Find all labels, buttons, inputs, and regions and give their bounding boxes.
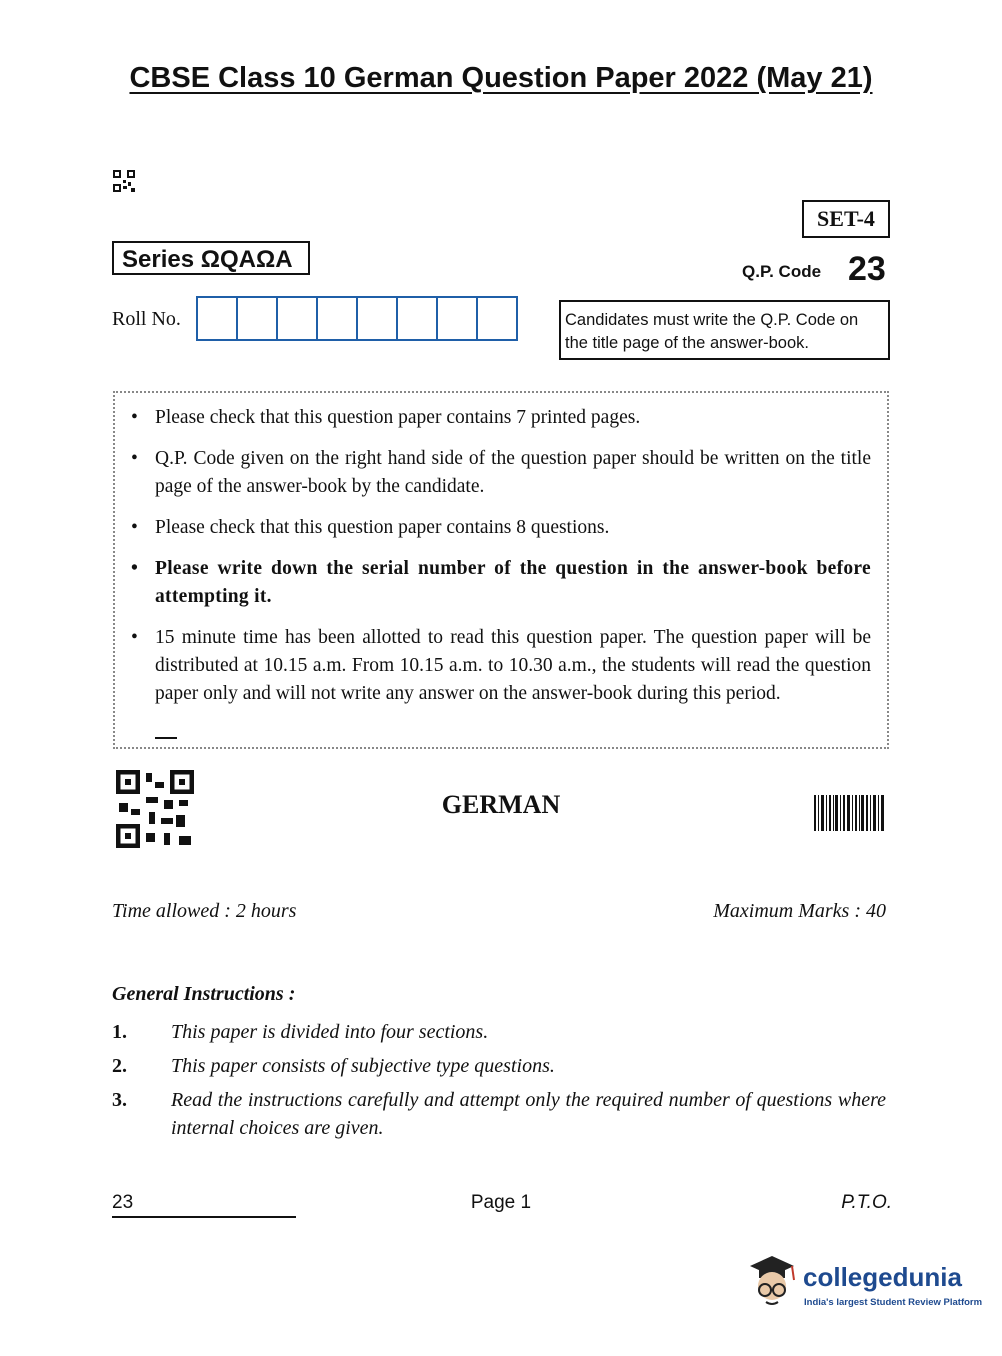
instruction-item: • Please check that this question paper contains 8 questions. xyxy=(131,514,871,542)
item-number: 1. xyxy=(112,1021,127,1043)
brand-name: collegedunia xyxy=(803,1262,962,1292)
roll-digit-box xyxy=(438,298,478,339)
time-allowed: Time allowed : 2 hours xyxy=(112,900,297,922)
document-title: CBSE Class 10 German Question Paper 2022 (May 21) xyxy=(129,62,873,94)
qp-code-label: Q.P. Code xyxy=(742,262,822,281)
instruction-item: • 15 minute time has been allotted to read this question paper. The question paper will be distributed at 10.15 a.m. From 10.15 a.m. to 10.30 a.m., the students will read the question paper only and will not write any answer on the answer-book during this period. xyxy=(131,624,871,708)
general-instruction-item xyxy=(112,1086,886,1142)
instruction-item: • Please write down the serial number of the question in the answer-book before attempting it. xyxy=(131,555,871,611)
page-number: Page 1 xyxy=(470,1192,532,1213)
item-text: This paper consists of subjective type questions. xyxy=(171,1055,555,1077)
item-number: 2. xyxy=(112,1055,127,1077)
candidate-note: Candidates must write the Q.P. Code on the title page of the answer-book. xyxy=(559,300,890,360)
roll-number-label: Roll No. xyxy=(112,308,181,330)
collegedunia-logo-icon xyxy=(742,1250,802,1310)
general-instructions-title: General Instructions : xyxy=(112,983,296,1005)
general-instruction-item xyxy=(112,1018,886,1046)
roll-number-boxes xyxy=(196,296,518,341)
small-qr-code-icon xyxy=(113,170,135,192)
footer-divider xyxy=(112,1216,296,1218)
brand-tagline: India's largest Student Review Platform xyxy=(804,1297,983,1308)
roll-digit-box xyxy=(398,298,438,339)
divider xyxy=(155,737,177,739)
maximum-marks: Maximum Marks : 40 xyxy=(713,900,886,922)
barcode-icon xyxy=(814,795,884,831)
instruction-item: • Q.P. Code given on the right hand side of the question paper should be written on the title page of the answer-book by the candidate. xyxy=(131,445,871,501)
instruction-item: • Please check that this question paper contains 7 printed pages. xyxy=(131,404,871,432)
roll-digit-box xyxy=(238,298,278,339)
footer-code: 23 xyxy=(112,1192,134,1213)
set-label: SET-4 xyxy=(802,200,890,238)
subject-title: GERMAN xyxy=(441,790,561,819)
roll-digit-box xyxy=(198,298,238,339)
series-label: Series ΩQAΩA xyxy=(112,241,310,275)
item-number: 3. xyxy=(112,1089,127,1111)
qp-code-value: 23 xyxy=(848,250,886,288)
roll-digit-box xyxy=(318,298,358,339)
item-text: Read the instructions carefully and attempt only the required number of questions where internal choices are given. xyxy=(171,1089,886,1139)
general-instruction-item xyxy=(112,1052,886,1080)
roll-digit-box xyxy=(278,298,318,339)
roll-digit-box xyxy=(478,298,516,339)
pto-label: P.T.O. xyxy=(841,1192,892,1213)
roll-digit-box xyxy=(358,298,398,339)
item-text: This paper is divided into four sections. xyxy=(171,1021,489,1043)
instructions-list xyxy=(131,404,871,721)
